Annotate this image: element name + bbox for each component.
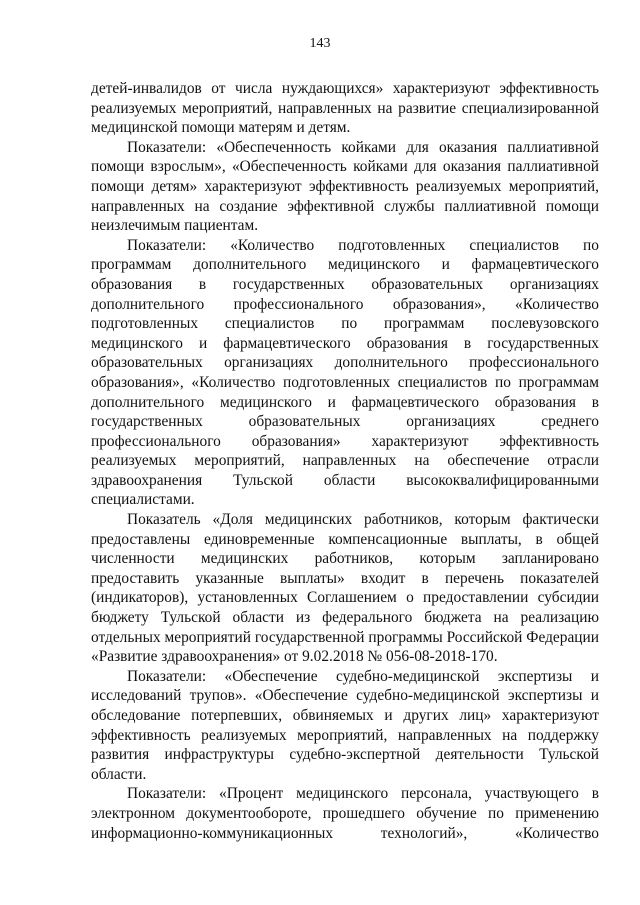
- paragraph-6: Показатели: «Процент медицинского персонала, участвующего в электронном документообороте, прошедшего обучение по применению информационно-коммуникационных технологий», «Количество: [91, 785, 599, 842]
- document-body: [91, 79, 599, 843]
- page-number: 143: [309, 36, 331, 51]
- paragraph-3: Показатели: «Количество подготовленных специалистов по программам дополнительного медицинского и фармацевтического образования в государственных образовательных организациях дополнительного профессионального образования», «Количество подготовленных специалистов по программам послевузовского медицинского и фармацевтического образования в государственных образовательных организациях дополнительного профессионального образования», «Количество подготовленных специалистов по программам дополнительного медицинского и фармацевтического образования в государственных образовательных организациях среднего профессионального образования» характеризуют эффективность реализуемых мероприятий, направленных на обеспечение отрасли здравоохранения Тульской области высококвалифицированными специалистами.: [91, 236, 599, 509]
- paragraph-1: детей-инвалидов от числа нуждающихся» характеризуют эффективность реализуемых мероприятий, направленных на развитие специализированной медицинской помощи матерям и детям.: [91, 80, 599, 137]
- paragraph-5: Показатели: «Обеспечение судебно-медицинской экспертизы и исследований трупов». «Обеспечение судебно-медицинской экспертизы и обследование потерпевших, обвиняемых и других лиц» характеризуют эффективность реализуемых мероприятий, направленных на поддержку развития инфраструктуры судебно-экспертной деятельности Тульской области.: [91, 667, 599, 783]
- paragraph-4: Показатель «Доля медицинских работников, которым фактически предоставлены единовременные компенсационные выплаты, в общей численности медицинских работников, которым запланировано предоставить указанные выплаты» входит в перечень показателей (индикаторов), установленных Соглашением о предоставлении субсидии бюджету Тульской области из федерального бюджета на реализацию отдельных мероприятий государственной программы Российской Федерации «Развитие здравоохранения» от 9.02.2018 № 056-08-2018-170.: [91, 511, 599, 666]
- paragraph-2: Показатели: «Обеспеченность койками для оказания паллиативной помощи взрослым», «Обеспеченность койками для оказания паллиативной помощи детям» характеризуют эффективность реализуемых мероприятий, направленных на создание эффективной службы паллиативной помощи неизлечимым пациентам.: [91, 138, 599, 235]
